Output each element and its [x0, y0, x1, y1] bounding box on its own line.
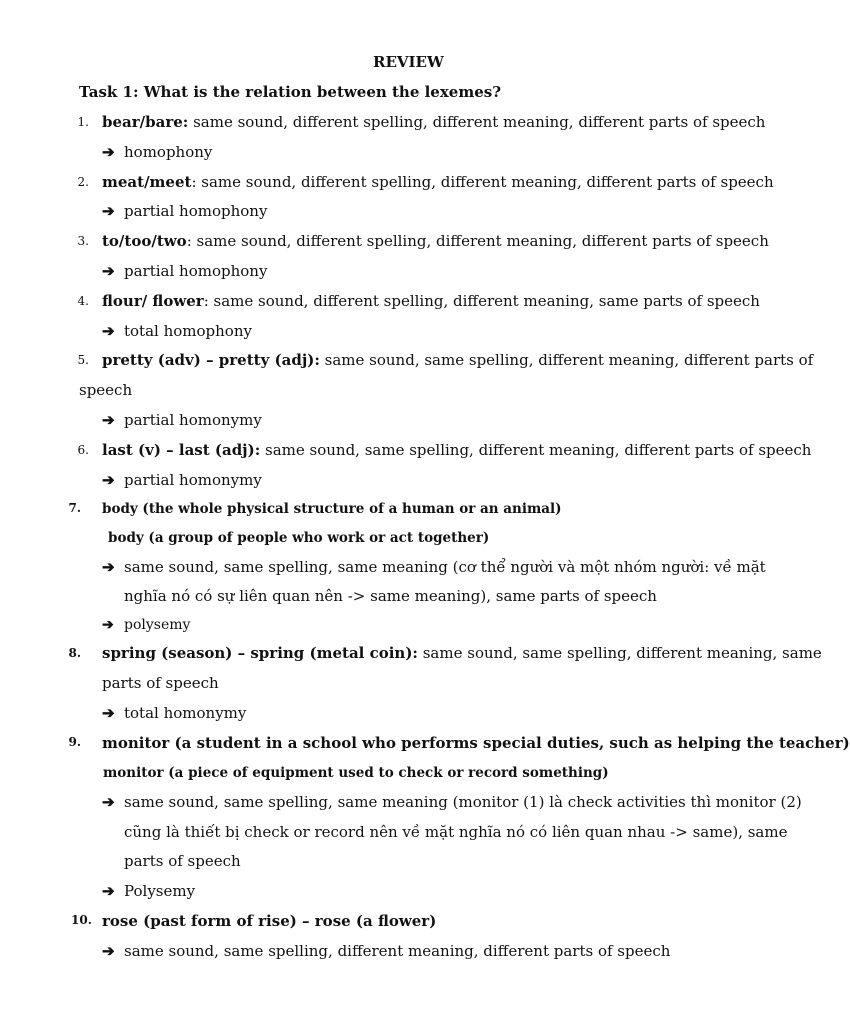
item-term: flour/ flower — [102, 292, 204, 310]
item-text-continued: nghĩa nó có sự liên quan nên -> same meaning), same parts of speech — [124, 587, 657, 605]
result-text: Polysemy — [124, 882, 196, 900]
item-result — [102, 470, 262, 490]
item-number: 4. — [77, 294, 89, 308]
arrow-icon: ➔ — [102, 704, 115, 722]
arrow-icon: ➔ — [102, 262, 115, 280]
item-term: pretty (adv) – pretty (adj): — [102, 351, 320, 369]
item-number: 7. — [68, 501, 81, 515]
item-text-continued: cũng là thiết bị check or record nên về mặt nghĩa nó có liên quan nhau -> same), same — [124, 823, 788, 841]
item-result — [102, 261, 267, 281]
result-text: partial homonymy — [124, 471, 262, 489]
item-description: same sound, different spelling, different meaning, different parts of speech — [188, 113, 766, 131]
arrow-icon: ➔ — [102, 793, 115, 811]
item-description: same sound, same spelling, same meaning (monitor (1) là check activities thì monitor (2) — [124, 793, 802, 811]
item-term-line — [102, 733, 850, 753]
arrow-icon: ➔ — [102, 942, 115, 960]
item-description: : same sound, different spelling, different meaning, different parts of speech — [186, 232, 769, 250]
item-number: 5. — [77, 353, 89, 367]
result-text: partial homophony — [124, 262, 268, 280]
item-description: : same sound, different spelling, different meaning, same parts of speech — [203, 292, 760, 310]
arrow-icon: ➔ — [102, 471, 115, 489]
arrow-icon: ➔ — [102, 322, 115, 340]
item-term: rose (past form of rise) – rose (a flower) — [102, 912, 437, 930]
item-number: 8. — [68, 646, 81, 660]
item-text — [102, 231, 769, 251]
item-number: 3. — [77, 234, 89, 248]
item-term: last (v) – last (adj): — [102, 441, 261, 459]
item-result — [102, 201, 267, 221]
arrow-icon: ➔ — [102, 411, 115, 429]
arrow-icon: ➔ — [102, 882, 115, 900]
item-term: monitor (a student in a school who performs special duties, such as helping the teacher) — [102, 734, 850, 752]
item-description: : same sound, different spelling, different meaning, different parts of speech — [191, 173, 774, 191]
item-text — [102, 112, 765, 132]
item-term-line — [102, 911, 436, 931]
item-description: same sound, same spelling, different meaning, different parts of speech — [260, 441, 812, 459]
arrow-icon: ➔ — [102, 143, 115, 161]
item-number: 9. — [68, 735, 81, 749]
item-text — [102, 291, 760, 311]
result-text: partial homonymy — [124, 411, 262, 429]
item-term: body (the whole physical structure of a human or an animal) — [102, 501, 562, 517]
item-term-second: monitor (a piece of equipment used to check or record something) — [103, 765, 609, 781]
task-heading: Task 1: What is the relation between the lexemes? — [79, 83, 501, 101]
item-number: 10. — [71, 913, 92, 927]
result-text: total homonymy — [124, 704, 247, 722]
item-result — [102, 321, 252, 341]
item-number: 1. — [77, 115, 89, 129]
item-term: bear/bare: — [102, 113, 189, 131]
item-term: to/too/two — [102, 232, 187, 250]
item-text-continued: speech — [79, 381, 133, 399]
item-result — [102, 792, 802, 812]
item-result — [102, 410, 262, 430]
item-number: 2. — [77, 175, 89, 189]
arrow-icon: ➔ — [102, 558, 115, 576]
item-result — [102, 941, 670, 961]
item-result — [102, 142, 212, 162]
item-text — [102, 172, 774, 192]
item-result — [102, 557, 766, 577]
item-result — [102, 703, 246, 723]
result-text: homophony — [124, 143, 213, 161]
item-description: same sound, same spelling, different meaning, different parts of speech — [124, 942, 671, 960]
item-text — [102, 643, 822, 663]
item-text-continued: parts of speech — [124, 852, 241, 870]
item-term-second: body (a group of people who work or act together) — [108, 530, 490, 546]
result-text: polysemy — [124, 617, 191, 633]
result-text: total homophony — [124, 322, 252, 340]
arrow-icon: ➔ — [102, 617, 114, 633]
item-number: 6. — [77, 443, 89, 457]
item-result — [102, 615, 190, 635]
item-description: same sound, same spelling, different meaning, same — [417, 644, 822, 662]
item-description: same sound, same spelling, same meaning (cơ thể người và một nhóm người: về mặt — [124, 558, 766, 576]
item-term: meat/meet — [102, 173, 192, 191]
item-result — [102, 881, 195, 901]
item-text-continued: parts of speech — [102, 674, 219, 692]
item-text — [102, 440, 811, 460]
item-text — [102, 350, 813, 370]
item-term: spring (season) – spring (metal coin): — [102, 644, 418, 662]
page-title: REVIEW — [373, 53, 444, 71]
item-description: same sound, same spelling, different meaning, different parts of — [319, 351, 814, 369]
arrow-icon: ➔ — [102, 202, 115, 220]
result-text: partial homophony — [124, 202, 268, 220]
